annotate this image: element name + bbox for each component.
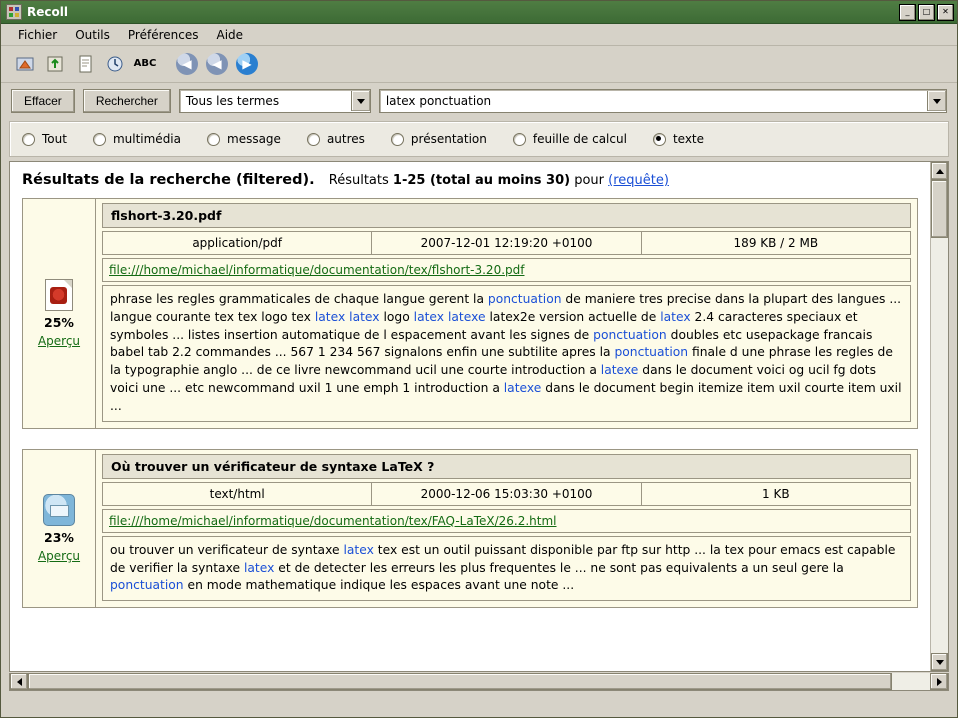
result-meta-row — [102, 231, 911, 255]
menu-preferences[interactable]: Préférences — [127, 27, 199, 42]
update-index-icon[interactable] — [11, 50, 39, 78]
minimize-button[interactable]: _ — [899, 4, 916, 21]
result-meta-row — [102, 482, 911, 506]
results-count — [329, 173, 669, 188]
clear-button[interactable]: Effacer — [11, 89, 75, 113]
result-path-row — [102, 258, 911, 282]
filter-presentation[interactable] — [391, 132, 487, 146]
forward-icon[interactable] — [233, 50, 261, 78]
app-icon — [6, 4, 22, 20]
back-glyph: ◀ — [176, 53, 198, 75]
results-horizontal-scrollbar[interactable] — [9, 673, 949, 691]
result-mime: text/html — [103, 483, 372, 505]
radio-dot-tout — [22, 133, 35, 146]
filter-radio-group — [9, 121, 949, 157]
scroll-down-button[interactable] — [931, 653, 948, 671]
result-entry — [22, 449, 918, 608]
radio-dot-presentation — [391, 133, 404, 146]
results-count-suffix: pour — [574, 173, 605, 188]
filter-presentation-label: présentation — [410, 132, 487, 146]
preview-link[interactable]: Aperçu — [37, 549, 81, 564]
scroll-left-button[interactable] — [10, 673, 28, 690]
results-count-prefix: Résultats — [328, 173, 389, 188]
menubar — [1, 24, 957, 46]
result-date: 2007-12-01 12:19:20 +0100 — [372, 232, 641, 254]
filter-autres-label: autres — [326, 132, 365, 146]
pdf-icon — [45, 279, 73, 311]
chevron-down-icon-query[interactable] — [927, 91, 946, 111]
result-abstract: ou trouver un verificateur de syntaxe latex tex est un outil puissant disponible par ftp sur http ... la tex pour emacs est capable de verifier la syntaxe latex et de detecter les erreurs les plus frequentes le ... ne sont pas equivalents a un seul gere la ponctuation en mode mathematique indique les espaces avant une note ... — [102, 536, 911, 601]
search-input[interactable]: latex ponctuation — [385, 94, 492, 108]
statusbar — [1, 691, 957, 717]
toolbar — [1, 46, 957, 83]
page-title: Résultats de la recherche (filtered). — [22, 172, 315, 188]
results-vertical-scrollbar[interactable] — [930, 162, 948, 671]
result-path-row — [102, 509, 911, 533]
filter-feuille-de-calcul[interactable] — [513, 132, 627, 146]
vscroll-thumb[interactable] — [931, 180, 948, 238]
result-title[interactable]: Où trouver un vérificateur de syntaxe LaTeX ? — [102, 454, 911, 479]
spelling-icon[interactable] — [131, 50, 159, 78]
forward-glyph: ▶ — [236, 53, 258, 75]
maximize-button[interactable]: □ — [918, 4, 935, 21]
result-path-link[interactable]: file:///home/michael/informatique/documentation/tex/FAQ-LaTeX/26.2.html — [109, 513, 557, 528]
search-query-combo[interactable] — [379, 89, 947, 113]
preview-link[interactable]: Aperçu — [37, 333, 81, 348]
radio-dot-multimedia — [93, 133, 106, 146]
scroll-right-button[interactable] — [930, 673, 948, 690]
advanced-search-icon[interactable] — [101, 50, 129, 78]
filter-message[interactable] — [207, 132, 281, 146]
radio-dot-feuille — [513, 133, 526, 146]
filter-tout-label: Tout — [42, 132, 67, 146]
results-count-range: 1-25 (total au moins 30) — [392, 173, 571, 188]
search-bar — [1, 83, 957, 119]
spelling-label: ABC — [133, 58, 157, 69]
hscroll-track[interactable] — [28, 673, 930, 690]
result-entry — [22, 198, 918, 429]
results-header — [22, 172, 918, 188]
results-area — [9, 161, 949, 672]
index-config-icon[interactable] — [41, 50, 69, 78]
chevron-down-icon[interactable] — [351, 91, 370, 111]
menu-aide[interactable]: Aide — [216, 27, 244, 42]
titlebar — [1, 1, 957, 24]
result-path-link[interactable]: file:///home/michael/informatique/documentation/tex/flshort-3.20.pdf — [109, 263, 525, 277]
filter-message-label: message — [227, 132, 281, 146]
back-icon[interactable] — [173, 50, 201, 78]
results-list — [10, 162, 930, 671]
filter-multimedia-label: multimédia — [112, 132, 181, 146]
filter-autres[interactable] — [307, 132, 365, 146]
search-mode-value: Tous les termes — [185, 94, 280, 108]
filter-texte[interactable] — [653, 132, 704, 146]
filter-feuille-label: feuille de calcul — [532, 132, 627, 146]
result-entry-left — [23, 450, 96, 607]
previous-glyph: ◀ — [206, 53, 228, 75]
hscroll-thumb[interactable] — [28, 673, 892, 690]
result-size: 189 KB / 2 MB — [733, 236, 819, 250]
result-entry-right — [96, 199, 917, 428]
radio-dot-autres — [307, 133, 320, 146]
window-buttons — [899, 4, 954, 21]
search-button[interactable]: Rechercher — [83, 89, 171, 113]
result-title[interactable]: flshort-3.20.pdf — [102, 203, 911, 228]
result-entry-right — [96, 450, 917, 607]
relevance-percent: 23% — [44, 530, 74, 546]
vscroll-track[interactable] — [931, 180, 948, 653]
result-mime: application/pdf — [103, 232, 372, 254]
radio-dot-texte — [653, 133, 666, 146]
scroll-up-button[interactable] — [931, 162, 948, 180]
filter-texte-label: texte — [672, 132, 705, 146]
result-size: 1 KB — [762, 486, 790, 501]
window-title: Recoll — [27, 5, 68, 19]
radio-dot-message — [207, 133, 220, 146]
filter-tout[interactable] — [22, 132, 67, 146]
html-icon — [43, 494, 75, 526]
new-document-icon[interactable] — [71, 50, 99, 78]
menu-outils[interactable]: Outils — [75, 27, 110, 42]
close-button[interactable]: ✕ — [937, 4, 954, 21]
result-abstract: phrase les regles grammaticales de chaque langue gerent la ponctuation de maniere tres precise dans la plupart des langues ... langue courante tex tex logo tex latex latex logo latex latexe latex2e version actuelle de latex 2.4 caracteres speciaux et symboles ... listes insertion automatique de l espacement avant les signes de ponctuation doubles etc usepackage francais babel tab 2.2 commandes ... 567 1 234 567 signalons enfin une subtilite apres la ponctuation finale d une phrase les regles de la typographie anglo ... de ce livre newcommand ucil une courte introduction a latexe dans le document voici og ucil fg dots voici une ... etc newcommand uxil 1 une emph 1 introduction a latexe dans le document begin itemize item uxil courte item uxil ... — [102, 285, 911, 422]
previous-icon[interactable] — [203, 50, 231, 78]
result-date: 2000-12-06 15:03:30 +0100 — [372, 483, 641, 505]
query-link[interactable]: (requête) — [608, 173, 669, 188]
menu-fichier[interactable]: Fichier — [18, 27, 58, 42]
result-entry-left — [23, 199, 96, 428]
filter-multimedia[interactable] — [93, 132, 181, 146]
search-mode-combo[interactable] — [179, 89, 371, 113]
relevance-percent: 25% — [44, 314, 74, 330]
